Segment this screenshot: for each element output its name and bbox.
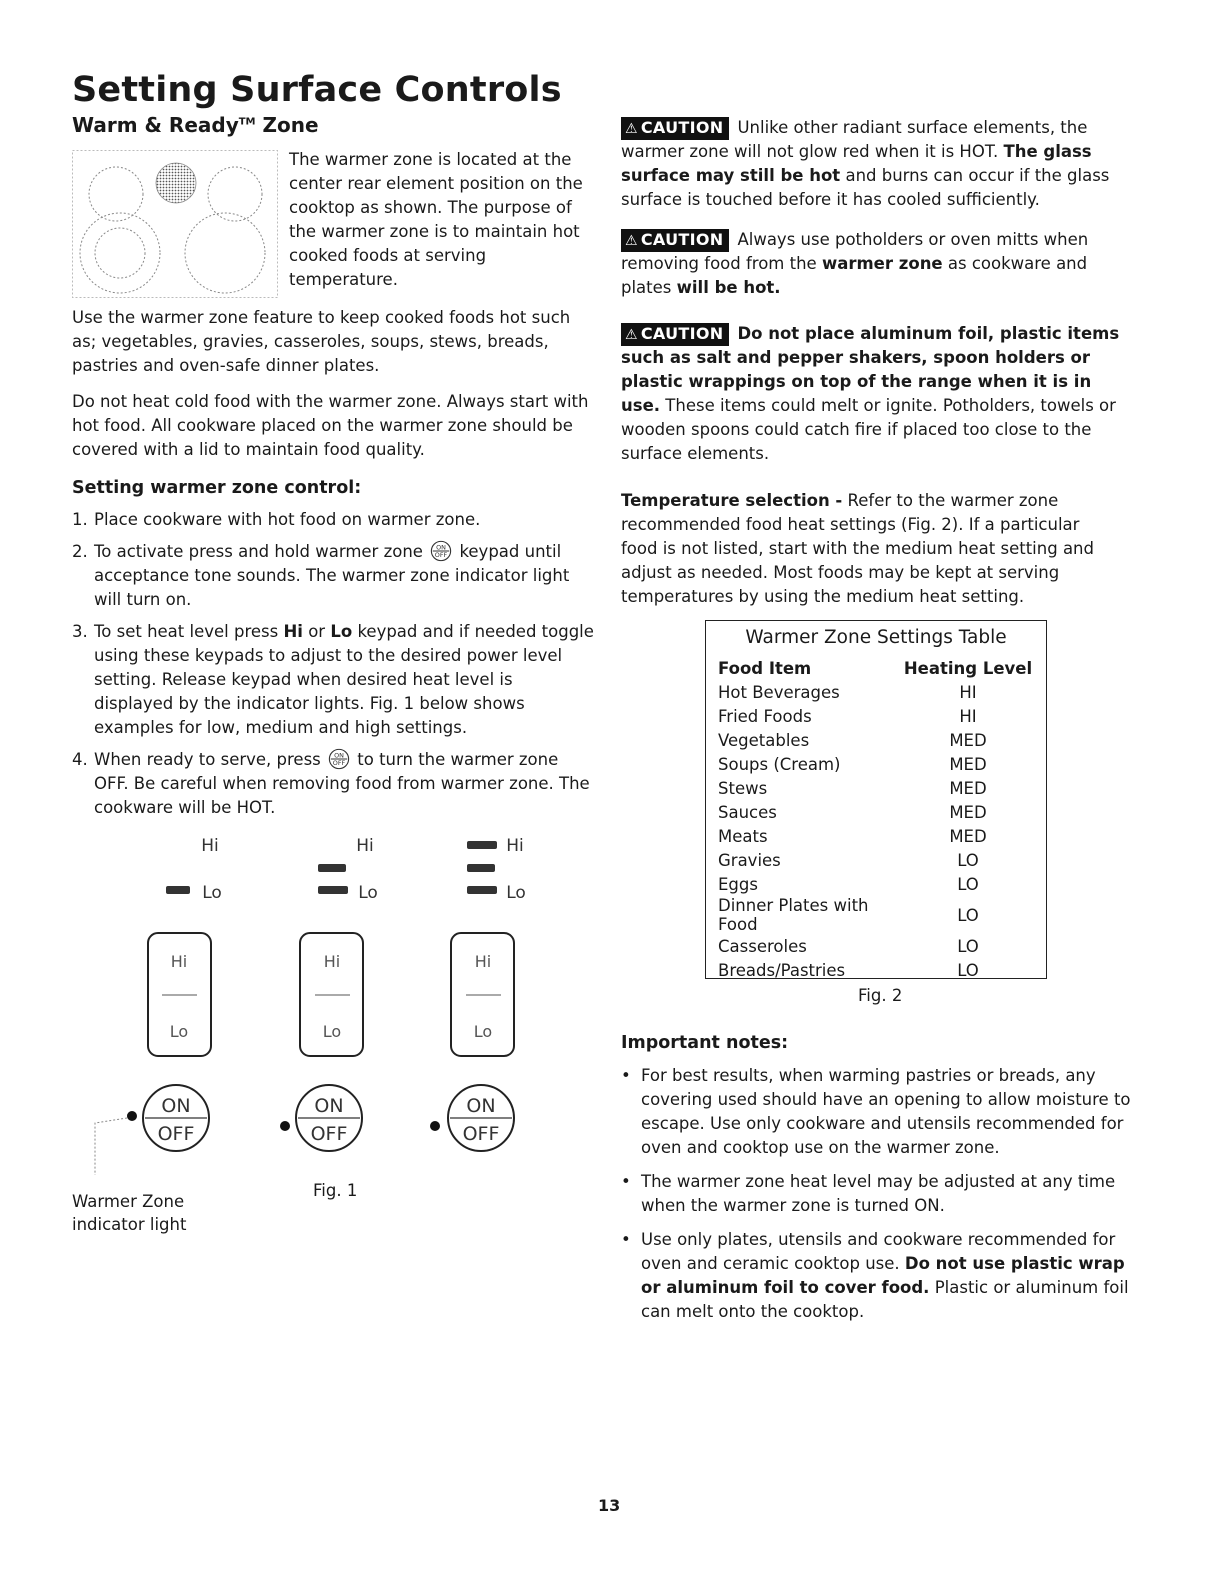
table-row: Casseroles LO	[718, 936, 979, 956]
fig-2-caption: Fig. 2	[858, 986, 903, 1005]
figure-1-keypads	[60, 825, 600, 1175]
warmer-zone-indicator-light	[280, 1121, 290, 1131]
table-row: Gravies LO	[718, 850, 979, 870]
svg-text:ON: ON	[161, 1095, 191, 1117]
intro-text: The warmer zone is located at the center rear element position on the cooktop as shown. The purpose of the warmer zone is to maintain hot cooked foods at serving temperature.	[289, 150, 583, 289]
on-off-icon	[430, 540, 452, 562]
lo-label: Lo	[202, 883, 222, 903]
table-row: Breads/Pastries LO	[718, 960, 979, 980]
important-notes-list	[621, 1064, 1136, 1334]
note-item: • Use only plates, utensils and cookware recommended for oven and ceramic cooktop use. Do not use plastic wrap or aluminum foil to cover food. Plastic or aluminum foil can melt onto the cooktop.	[621, 1230, 1129, 1321]
table-title: Warmer Zone Settings Table	[745, 627, 1007, 648]
table-row: Soups (Cream) MED	[718, 754, 987, 774]
step-2: 2. To activate press and hold warmer zone keypad until acceptance tone sounds. The warmer zone indicator light will turn on.	[72, 542, 570, 609]
warning-triangle-icon: ⚠	[625, 233, 638, 249]
step-4: 4. When ready to serve, press to turn the warmer zone OFF. Be careful when removing food from warmer zone. The cookware will be HOT.	[72, 750, 590, 817]
indicator-hi-lit	[467, 841, 497, 849]
para-cold-food: Do not heat cold food with the warmer zone. Always start with hot food. All cookware placed on the warmer zone should be covered with a lid to maintain food quality.	[72, 392, 589, 459]
fig-1-caption: Fig. 1	[313, 1181, 358, 1200]
svg-text:Hi: Hi	[506, 836, 524, 856]
table-row: Sauces MED	[718, 802, 987, 822]
step-1: 1. Place cookware with hot food on warmer zone.	[72, 510, 481, 529]
temperature-selection: Temperature selection - Refer to the warmer zone recommended food heat settings (Fig. 2). If a particular food is not listed, start with the medium heat setting and adjust as needed. Most foods may be kept at serving temperatures by using the medium heat setting.	[621, 491, 1094, 606]
indicator-med-lit	[467, 864, 495, 872]
caution-1: ⚠ CAUTION Unlike other radiant surface elements, the warmer zone will not glow red when it is HOT. The glass surface may still be hot and burns can occur if the glass surface is touched before it has cooled sufficiently.	[621, 118, 1110, 209]
svg-text:Lo: Lo	[358, 883, 378, 903]
svg-text:Lo: Lo	[322, 1022, 342, 1041]
caution-badge: ⚠ CAUTION	[621, 323, 729, 346]
warmer-zone-indicator-light	[430, 1121, 440, 1131]
indicator-lo-lit	[166, 886, 190, 894]
svg-text:Hi: Hi	[474, 952, 492, 971]
table-row: Stews MED	[718, 778, 987, 798]
indicator-light-label: Warmer Zone indicator light	[72, 1192, 187, 1234]
cooktop-diagram	[72, 150, 278, 298]
svg-text:OFF: OFF	[462, 1123, 500, 1145]
table-row: Eggs LO	[718, 874, 979, 894]
warmer-zone-indicator-light	[127, 1111, 137, 1121]
keypad-group-high	[430, 836, 526, 1151]
steps-list	[72, 508, 597, 828]
caution-badge: ⚠ CAUTION	[621, 117, 729, 140]
svg-text:OFF: OFF	[157, 1123, 195, 1145]
indicator-med-lit	[318, 864, 346, 872]
table-header-row: Food Item Heating Level	[718, 658, 1033, 678]
table-row: Dinner Plates with Food LO	[718, 896, 979, 934]
step-3: 3. To set heat level press Hi or Lo keypad and if needed toggle using these keypads to adjust to the desired power level setting. Release keypad when desired heat level is displayed by the indicator lights. Fig. 1 below shows examples for low, medium and high settings.	[72, 622, 594, 737]
important-notes-heading: Important notes:	[621, 1033, 789, 1053]
svg-text:OFF: OFF	[310, 1123, 348, 1145]
warmer-zone-element	[156, 163, 196, 203]
table-row: Hot Beverages HI	[718, 682, 977, 702]
table-row: Meats MED	[718, 826, 987, 846]
note-item: • For best results, when warming pastries or breads, any covering used should have an opening to allow moisture to escape. Use only cookware and utensils recommended for oven and cooktop use on the warmer zone.	[621, 1066, 1131, 1157]
setting-heading: Setting warmer zone control:	[72, 478, 362, 498]
svg-text:ON: ON	[314, 1095, 344, 1117]
section-subtitle: Warm & Ready™ Zone	[72, 113, 319, 137]
svg-text:Hi: Hi	[356, 836, 374, 856]
settings-table	[718, 656, 1038, 982]
indicator-lo-lit	[467, 886, 497, 894]
page-title: Setting Surface Controls	[72, 70, 562, 110]
warmer-zone-settings-table	[705, 620, 1047, 979]
keypad-group-medium	[280, 836, 378, 1151]
indicator-lo-lit	[318, 886, 348, 894]
page-number: 13	[598, 1496, 621, 1515]
svg-text:Lo: Lo	[506, 883, 526, 903]
svg-text:Lo: Lo	[169, 1022, 189, 1041]
warning-triangle-icon: ⚠	[625, 121, 638, 137]
table-row: Fried Foods HI	[718, 706, 977, 726]
svg-text:ON: ON	[466, 1095, 496, 1117]
hi-label: Hi	[201, 836, 219, 856]
svg-text:Hi: Hi	[323, 952, 341, 971]
table-row: Vegetables MED	[718, 730, 987, 750]
para-use: Use the warmer zone feature to keep cooked foods hot such as; vegetables, gravies, casseroles, soups, stews, breads, pastries and oven-safe dinner plates.	[72, 308, 571, 375]
svg-text:Hi: Hi	[170, 952, 188, 971]
keypad-group-low	[95, 836, 222, 1175]
caution-3: ⚠ CAUTION Do not place aluminum foil, plastic items such as salt and pepper shakers, spoon holders or plastic wrappings on top of the range when it is in use. These items could melt or ignite. Potholders, towels or wooden spoons could catch fire if placed too close to the surface elements.	[621, 324, 1120, 463]
caution-2: ⚠ CAUTION Always use potholders or oven mitts when removing food from the warmer zone as cookware and plates will be hot.	[621, 230, 1089, 297]
on-off-icon	[328, 748, 350, 770]
note-item: • The warmer zone heat level may be adjusted at any time when the warmer zone is turned ON.	[621, 1172, 1116, 1215]
caution-badge: ⚠ CAUTION	[621, 229, 729, 252]
warning-triangle-icon: ⚠	[625, 327, 638, 343]
svg-text:Lo: Lo	[473, 1022, 493, 1041]
